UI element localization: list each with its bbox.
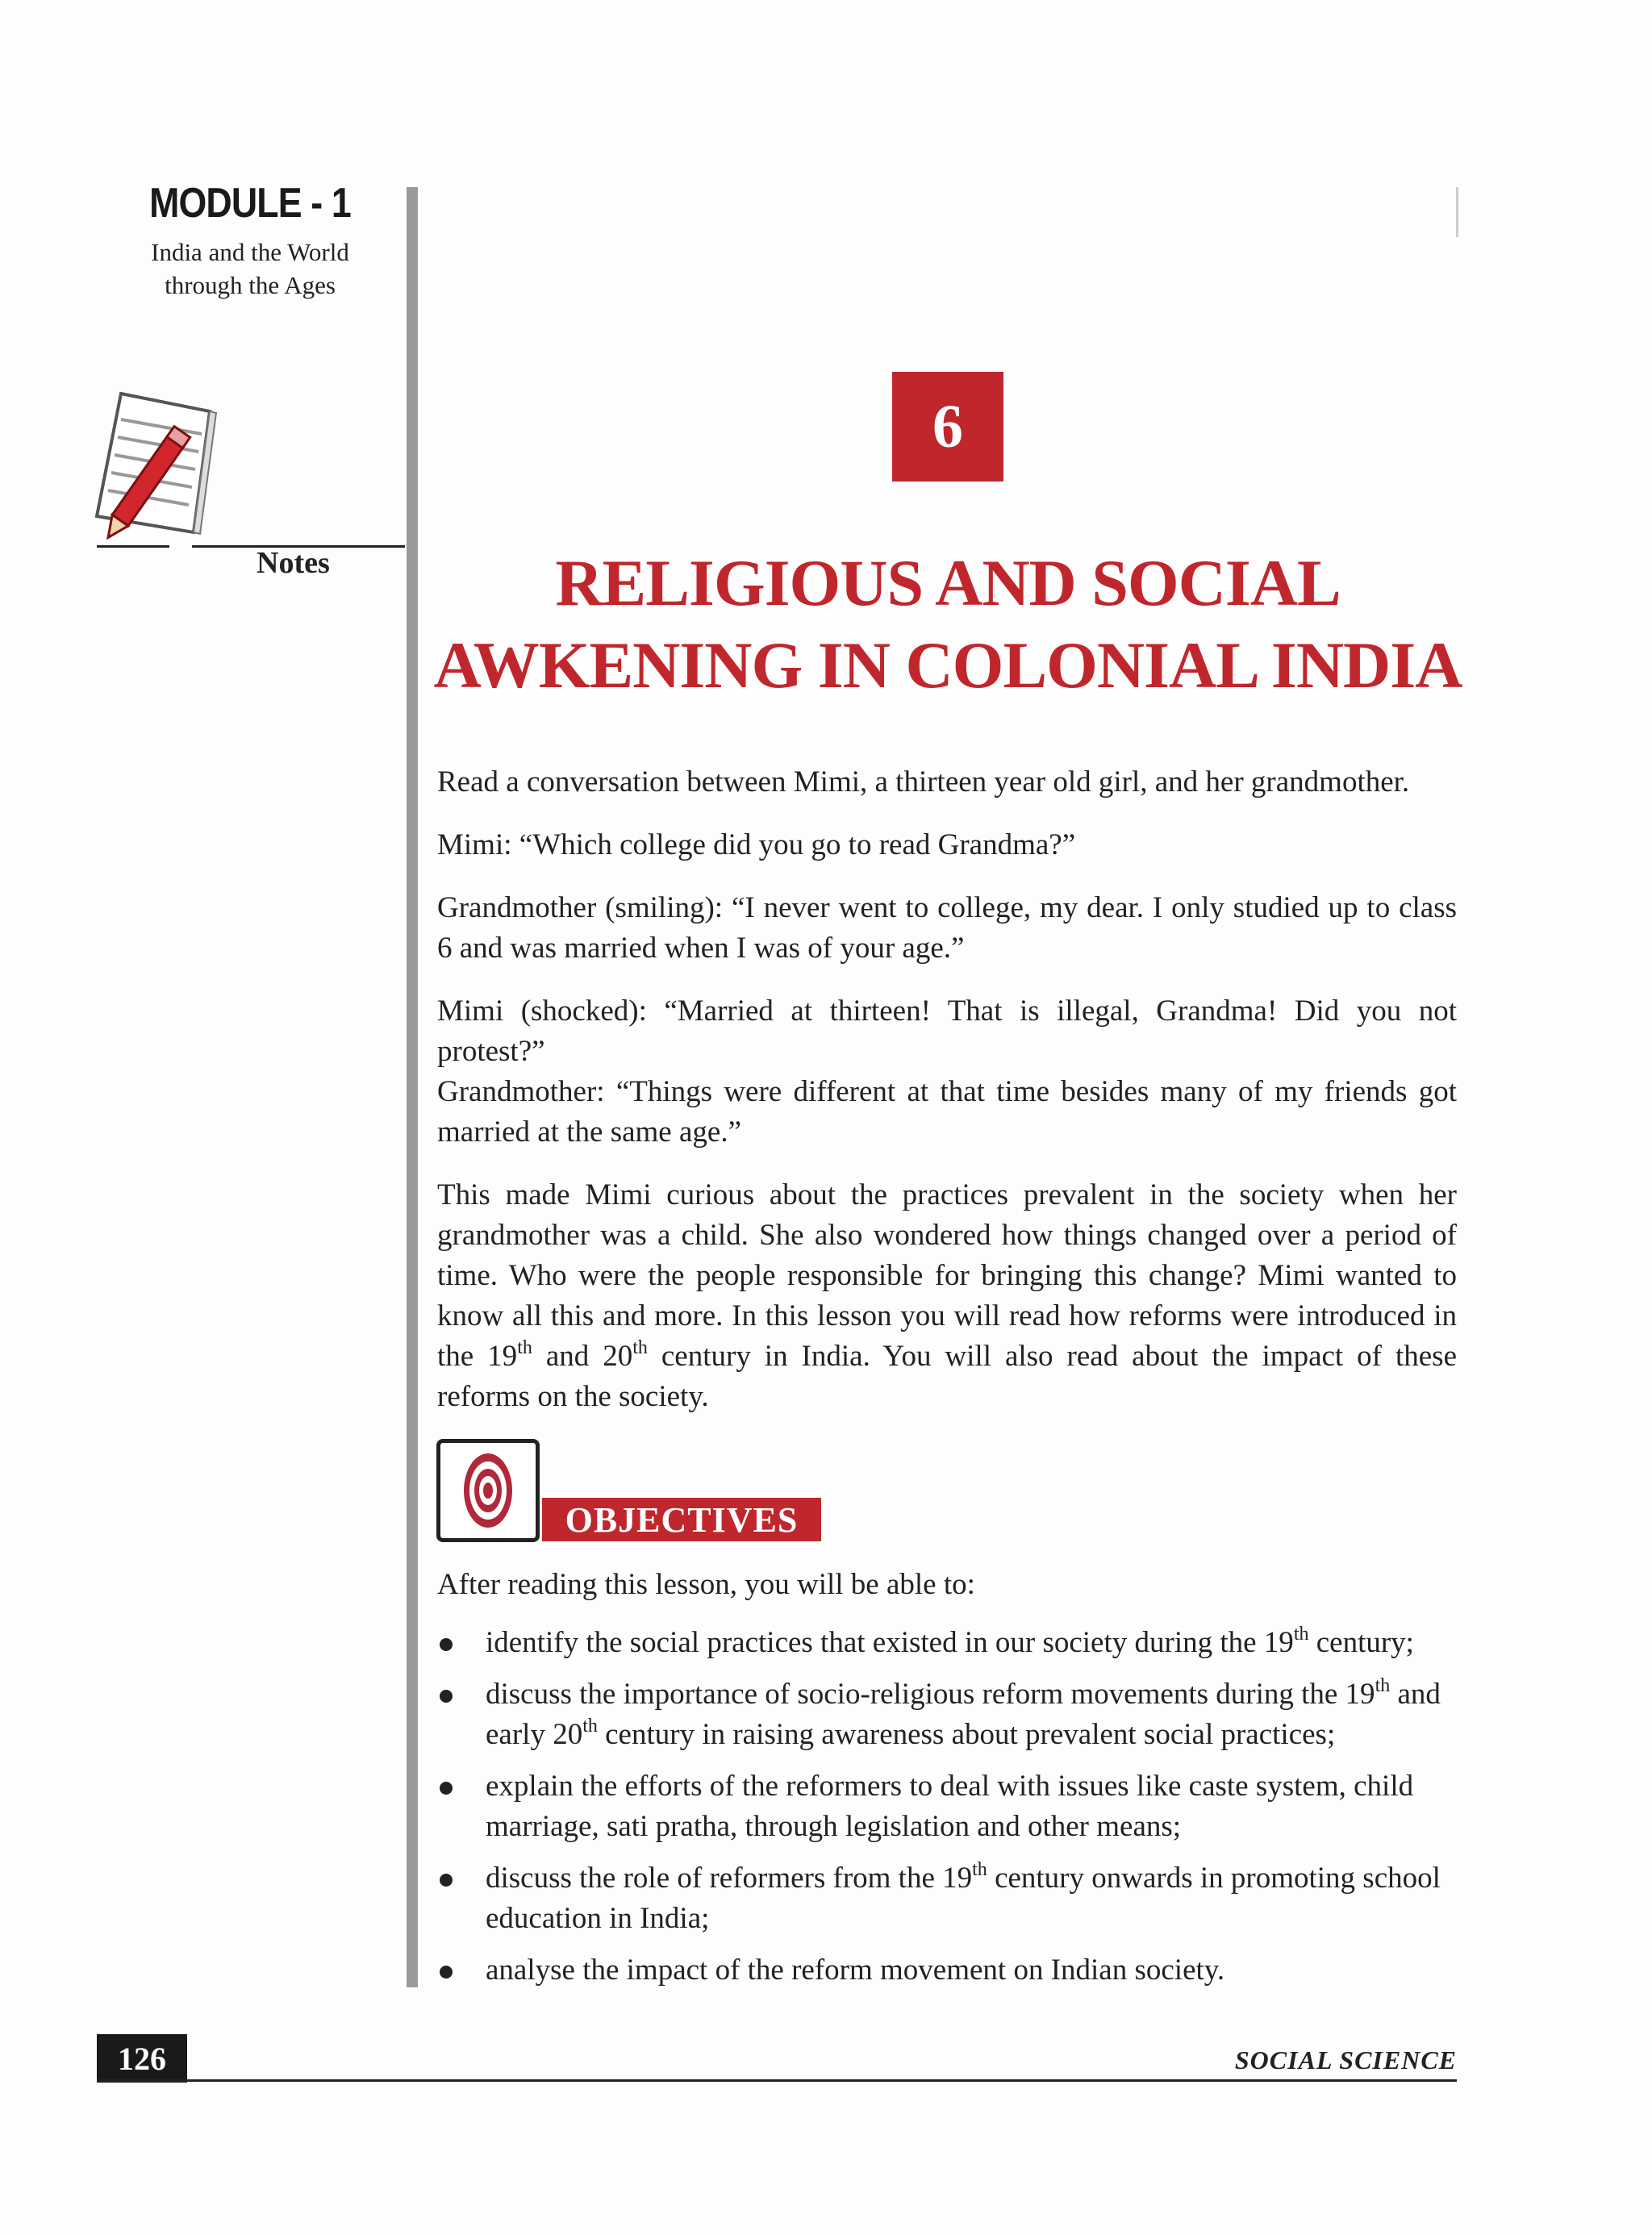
objectives-intro: After reading this lesson, you will be able to:	[437, 1568, 975, 1601]
text-span: century onwards in promoting school education in India;	[486, 1862, 1441, 1935]
list-item	[437, 1766, 1457, 1847]
text-span: and 20	[532, 1340, 633, 1373]
paragraph: Read a conversation between Mimi, a thirteen year old girl, and her grandmother.	[437, 765, 1410, 799]
chapter-number: 6	[892, 372, 1003, 482]
intro-text	[437, 762, 1457, 1440]
paragraph: Grandmother (smiling): “I never went to college, my dear. I only studied up to class 6 and was married when I was of your age.”	[437, 891, 1457, 965]
sidebar-divider-bar	[407, 187, 418, 1987]
bullet-icon	[440, 1690, 453, 1703]
paragraph	[437, 1175, 1457, 1417]
chapter-title-line1: RELIGIOUS AND SOCIAL	[555, 546, 1341, 619]
text-span: discuss the role of reformers from the 19	[486, 1862, 973, 1895]
superscript: th	[1293, 1623, 1309, 1645]
paragraph: Grandmother: “Things were different at that time besides many of my friends got married at the same age.”	[437, 1075, 1457, 1149]
notes-divider-left	[97, 545, 169, 548]
bullet-icon	[440, 1638, 453, 1651]
module-subtitle-line1: India and the World	[151, 238, 349, 266]
text-span: century;	[1308, 1626, 1414, 1659]
superscript: th	[972, 1858, 987, 1880]
chapter-title	[428, 542, 1468, 707]
chapter-title-line2: AWKENING IN COLONIAL INDIA	[433, 628, 1462, 702]
notes-label: Notes	[257, 546, 330, 580]
text-span: analyse the impact of the reform movement on Indian society.	[486, 1954, 1225, 1987]
module-subtitle-line2: through the Ages	[165, 271, 336, 299]
margin-tick	[1456, 187, 1458, 237]
text-span: century in India. You will also read about the impact of these reforms on the society.	[437, 1340, 1457, 1413]
list-item	[437, 1950, 1457, 1991]
module-subtitle	[121, 236, 379, 302]
superscript: th	[517, 1336, 532, 1358]
bullet-icon	[440, 1782, 453, 1795]
superscript: th	[1375, 1674, 1391, 1696]
text-span: This made Mimi curious about the practices prevalent in the society when her grandmother was a child. She also wondered how things changed over a period of time. Who were the people responsible for bringing this change? Mimi wanted to know all this and more. In this lesson you will read how reforms were introduced in the 19	[437, 1178, 1457, 1373]
paragraph: Mimi (shocked): “Married at thirteen! That is illegal, Grandma! Did you not protest?”	[437, 994, 1457, 1068]
footer-divider	[97, 2079, 1457, 2082]
text-span: century in raising awareness about prevalent social practices;	[597, 1718, 1336, 1751]
notepad-pencil-icon	[89, 379, 258, 557]
bullet-icon	[440, 1874, 453, 1887]
text-span: discuss the importance of socio-religious reform movements during the 19	[486, 1678, 1375, 1711]
page-number: 126	[97, 2034, 187, 2083]
text-span: and early 20	[486, 1678, 1441, 1751]
superscript: th	[632, 1336, 648, 1358]
objectives-list	[437, 1623, 1457, 2002]
footer-subject: SOCIAL SCIENCE	[1234, 2045, 1457, 2074]
text-span: explain the efforts of the reformers to deal with issues like caste system, child marriage, sati pratha, through legislation and other means;	[486, 1770, 1414, 1843]
text-span: identify the social practices that existed in our society during the 19	[486, 1626, 1294, 1659]
list-item	[437, 1858, 1457, 1939]
list-item	[437, 1623, 1457, 1663]
target-icon	[436, 1439, 540, 1542]
list-item	[437, 1674, 1457, 1755]
objectives-heading: OBJECTIVES	[542, 1498, 821, 1541]
paragraph: Mimi: “Which college did you go to read Grandma?”	[437, 828, 1076, 861]
superscript: th	[582, 1715, 598, 1737]
module-title: MODULE - 1	[149, 180, 351, 227]
bullet-icon	[440, 1966, 453, 1979]
